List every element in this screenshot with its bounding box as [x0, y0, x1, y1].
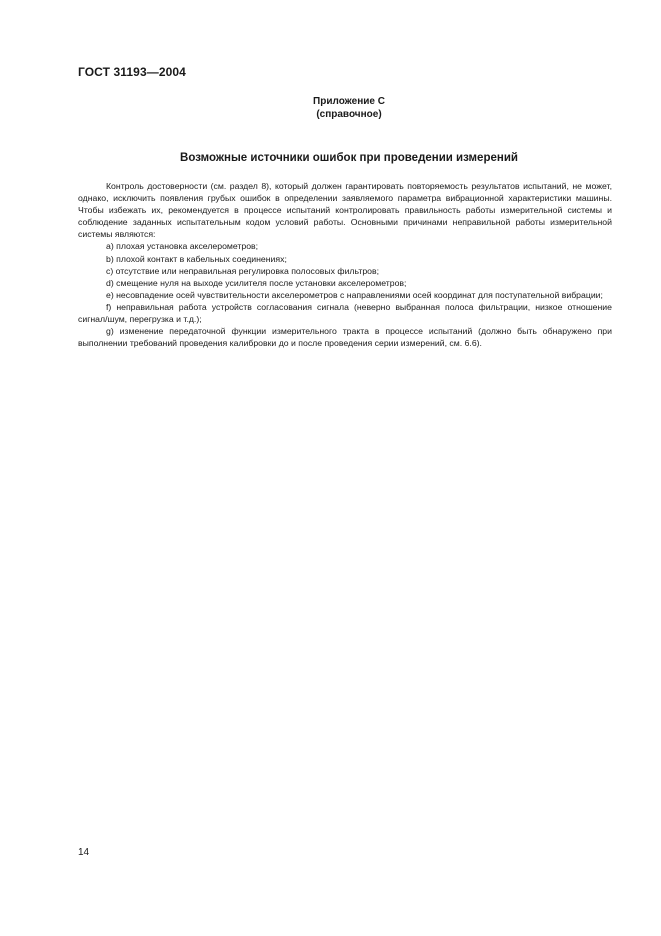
section-title-wrapper	[0, 152, 661, 164]
document-header: ГОСТ 31193—2004	[78, 65, 186, 79]
appendix-label: Приложение С	[313, 96, 385, 107]
list-item-c: c) отсутствие или неправильная регулировка полосовых фильтров;	[106, 265, 380, 276]
page-number: 14	[78, 847, 90, 858]
body-text	[78, 180, 612, 349]
list-item-a: a) плохая установка акселерометров;	[106, 241, 259, 252]
list-item-g: g) изменение передаточной функции измерительного тракта в процессе испытаний (должно быть обнаружено при выполнении требований проведения калибровки до и после проведения серии измерений, см. 6.6).	[78, 326, 612, 349]
intro-paragraph: Контроль достоверности (см. раздел 8), который должен гарантировать повторяемость результатов испытаний, не может, однако, исключить появления грубых ошибок в определении заявляемого параметра вибрационной характеристики машины. Чтобы избежать их, рекомендуется в процессе испытаний контролировать правильность работы измерительной системы и соблюдение заданных испытательным кодом условий работы. Основными причинами неправильной работы измерительной системы являются:	[78, 181, 612, 240]
appendix-type: (справочное)	[316, 109, 382, 120]
list-item-f: f) неправильная работа устройств согласования сигнала (неверно выбранная полоса фильтрации, низкое отношение сигнал/шум, перегрузка и т.д.);	[78, 301, 612, 325]
list-item-e: e) несовпадение осей чувствительности акселерометров с направлениями осей координат для поступательной вибрации;	[106, 289, 603, 300]
list-item-d: d) смещение нуля на выходе усилителя после установки акселерометров;	[106, 277, 407, 288]
section-title: Возможные источники ошибок при проведении измерений	[180, 152, 518, 164]
list-item-b: b) плохой контакт в кабельных соединениях;	[106, 253, 287, 264]
appendix-heading	[0, 95, 661, 121]
